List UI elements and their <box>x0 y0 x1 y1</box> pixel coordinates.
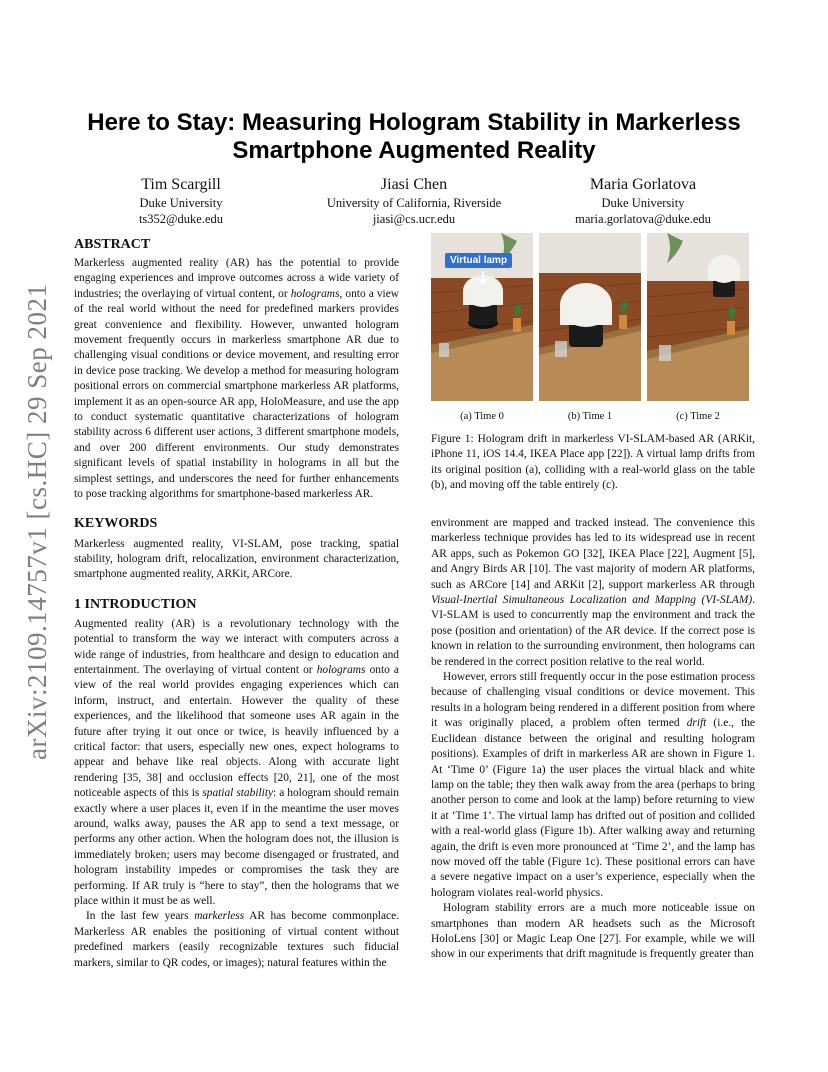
scene-image-b <box>539 233 641 401</box>
author-3 <box>548 174 738 227</box>
keywords-heading: KEYWORDS <box>74 515 158 531</box>
author-name: Jiasi Chen <box>380 176 448 193</box>
right-column <box>431 516 755 963</box>
author-2 <box>300 174 528 227</box>
subcaption-c: (c) Time 2 <box>676 411 720 422</box>
right-paragraph-3: Hologram stability errors are a much more noticeable issue on smartphones than modern AR headsets such as the Microsoft HoloLens [30] or Magic Leap One [27]. For example, while we will show in our experiments that drift magnitude is frequently greater than <box>431 902 755 961</box>
scene-image-c <box>647 233 749 401</box>
photo-time-2 <box>647 233 749 401</box>
photo-time-1 <box>539 233 641 401</box>
abstract-heading: ABSTRACT <box>74 237 151 252</box>
author-email[interactable]: jiasi@cs.ucr.edu <box>372 212 456 226</box>
intro-paragraph-1: Augmented reality (AR) is a revolutionary technology with the potential to transform the way we interact with computers across a wide range of industries, from healthcare and design to education and entertainment. The overlaying of virtual content or holograms onto a view of the real world provides engaging experiences which can inform, instruct, and entertain. However the quality of these experiences, and the likelihood that someone uses AR again in the future after trying it out once or twice, is heavily influenced by a critical factor: that users, especially new ones, expect holograms to appear and behave like real objects. Along with accurate light rendering [35, 38] and occlusion effects [20, 21], one of the most noticeable aspects of this is spatial stability: a hologram should remain exactly where a user places it, even if in the meantime the user moves around, walks away, pauses the AR app to send a text message, or performs any other action. When the hologram does not, the illusion is immediately broken; users may become disengaged or frustrated, and hologram instability impedes or compromises the task they are performing. If AR truly is “here to stay”, then the holograms that we place within it must be as well. <box>74 617 399 908</box>
photo-time-0 <box>431 233 533 401</box>
author-email[interactable]: maria.gorlatova@duke.edu <box>575 212 711 226</box>
author-name: Maria Gorlatova <box>589 176 697 193</box>
author-affiliation: Duke University <box>601 196 685 210</box>
author-affiliation: University of California, Riverside <box>326 196 502 210</box>
author-affiliation: Duke University <box>139 196 223 210</box>
keywords-text: Markerless augmented reality, VI-SLAM, pose tracking, spatial stability, hologram drift, relocalization, environment characterization, smartphone augmented reality, ARKit, ARCore. <box>74 537 399 581</box>
author-email[interactable]: ts352@duke.edu <box>138 212 224 226</box>
subcaption-a: (a) Time 0 <box>460 411 504 422</box>
author-name: Tim Scargill <box>141 176 221 193</box>
intro-heading: 1 INTRODUCTION <box>74 596 197 612</box>
figure-caption: Figure 1: Hologram drift in markerless VI-SLAM-based AR (ARKit, iPhone 11, iOS 14.4, IKEA Place app [22]). A virtual lamp drifts from its original position (a), colliding with a real-world glass on the table (b), and moving off the table entirely (c). <box>431 433 755 492</box>
left-column <box>74 236 399 971</box>
right-paragraph-2: However, errors still frequently occur in the pose estimation process because of challenging visual conditions or device movement. This results in a hologram being rendered in a different position from where it was originally placed, a problem often termed drift (i.e., the Euclidean distance between the original and resulting hologram positions). Examples of drift in markerless AR are shown in Figure 1. At ‘Time 0’ (Figure 1a) the user places the virtual black and white lamp on the table; they then walk away from the area (perhaps to bring another person to come and look at the lamp) before returning to view it at ‘Time 1’. The virtual lamp has drifted out of position and collided with a real-world glass (Figure 1b). After walking away and returning again, the drift is even more pronounced at ‘Time 2’, and the lamp has now moved off the table (Figure 1c). These positional errors can have a severe negative impact on a user’s experience, especially when the hologram violates real-world physics. <box>431 671 755 899</box>
abstract-text: Markerless augmented reality (AR) has the potential to provide engaging experiences and improve outcomes across a wide variety of industries; the overlaying of virtual content, or holograms, onto a view of the real world without the need for predefined markers provides great convenience and flexibility. However, unwanted hologram movement frequently occurs in markerless smartphone AR due to challenging visual conditions or device movement, and resulting error in device pose tracking. We develop a method for measuring hologram positional errors on commercial smartphone markerless AR platforms, implement it as an open-source AR app, HoloMeasure, and use the app to conduct systematic quantitative characterizations of hologram stability across 6 different user actions, 3 different smartphone models, and over 200 different environments. Our study demonstrates significant levels of spatial instability in holograms in all but the simplest settings, and underscores the need for further enhancements to pose tracking algorithms for smartphone-based markerless AR. <box>74 257 400 501</box>
virtual-lamp-callout: Virtual lamp <box>445 253 512 268</box>
subcaption-b: (b) Time 1 <box>567 411 613 422</box>
intro-paragraph-2: In the last few years markerless AR has become commonplace. Markerless AR enables the positioning of virtual content without predefined markers (easily recognizable textures such fiducial markers, similar to QR codes, or images); natural features within the <box>74 910 399 969</box>
paper-title: Here to Stay: Measuring Hologram Stability in Markerless Smartphone Augmented Reality <box>87 109 741 164</box>
right-paragraph-1: environment are mapped and tracked instead. The convenience this markerless technique provides has led to its widespread use in recent AR apps, such as Pokemon GO [32], IKEA Place [22], Augment [5], and Angry Birds AR [10]. The vast majority of modern AR platforms, such as ARCore [14] and ARKit [2], support markerless AR through Visual-Inertial Simultaneous Localization and Mapping (VI-SLAM). VI-SLAM is used to concurrently map the environment and track the pose (position and orientation) of the AR device. If the correct pose is known in relation to the surrounding environment, then holograms can be rendered in the correct position relative to the real world. <box>431 517 755 668</box>
arxiv-identifier: arXiv:2109.14757v1 [cs.HC] 29 Sep 2021 <box>22 283 52 760</box>
author-1 <box>96 174 266 227</box>
